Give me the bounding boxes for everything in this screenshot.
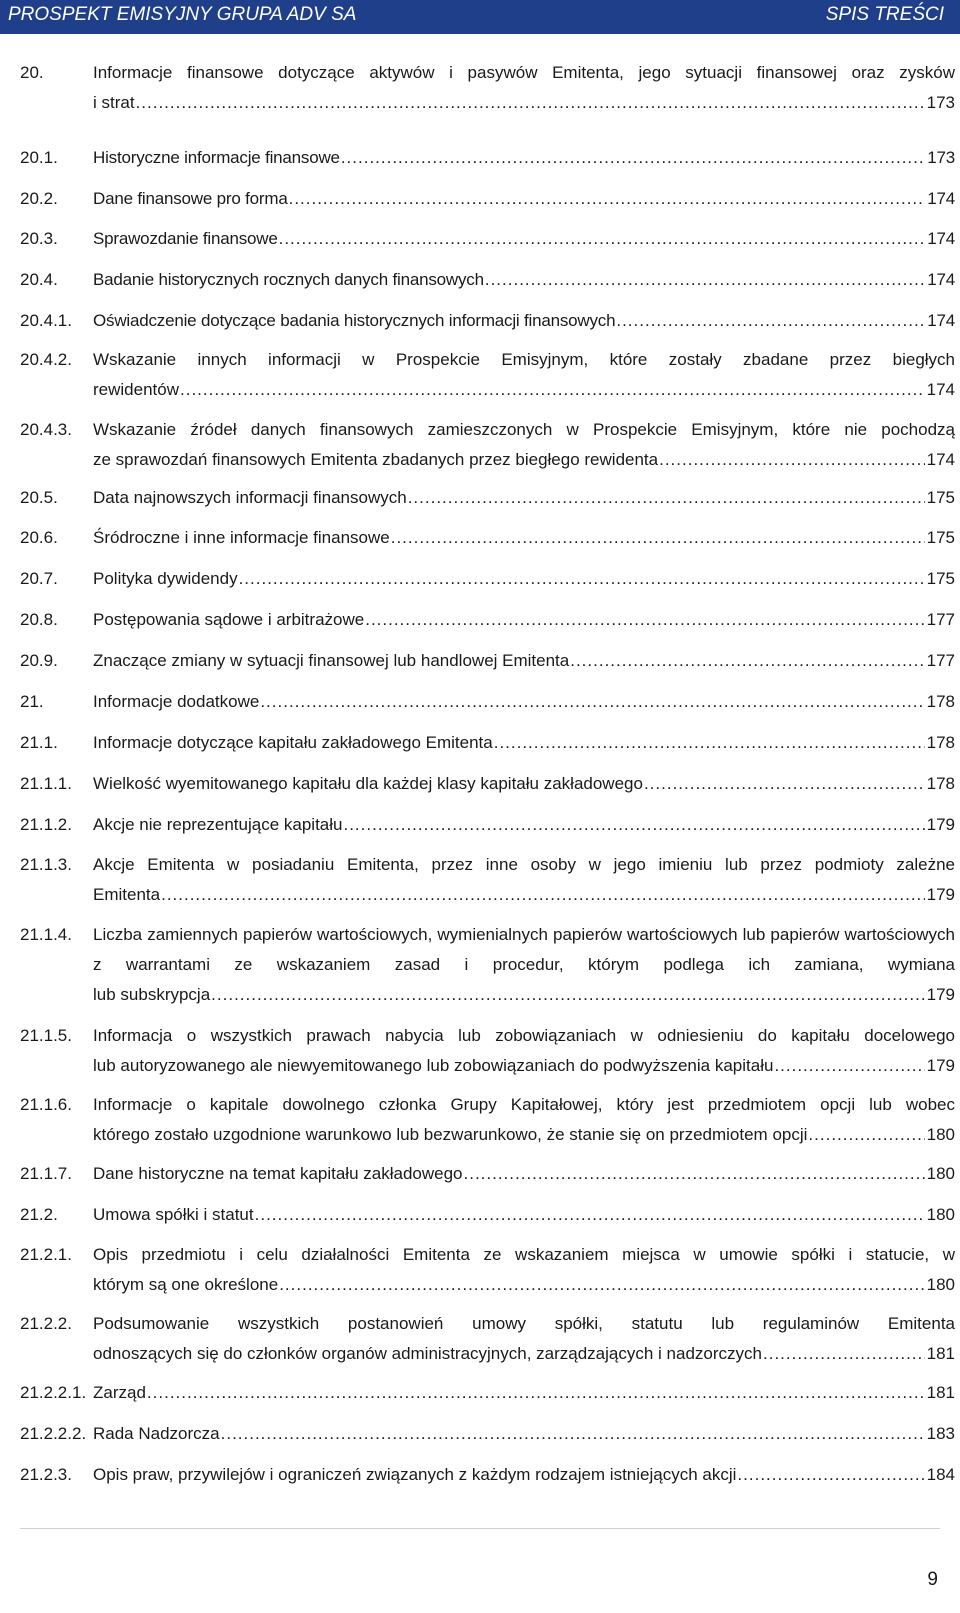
toc-entry-page: 180 xyxy=(926,1164,955,1183)
toc-entry-page: 175 xyxy=(926,488,955,507)
toc-entry-page: 181 xyxy=(926,1344,955,1363)
toc-entry-title-end: Znaczące zmiany w sytuacji finansowej lub handlowej Emitenta xyxy=(93,651,570,670)
toc-entry-title-end: Dane finansowe pro forma xyxy=(93,189,288,208)
dot-leader xyxy=(147,1378,925,1408)
toc-entry-number: 21.2.2. xyxy=(20,1314,72,1333)
dot-leader xyxy=(341,143,925,173)
toc-entry-page: 174 xyxy=(927,311,955,330)
dot-leader xyxy=(737,1460,924,1490)
toc-entry-page: 174 xyxy=(926,450,955,469)
toc-entry-number: 21.1.1. xyxy=(20,774,72,793)
toc-entry-title-end: Polityka dywidendy xyxy=(93,569,238,588)
toc-entry-title-end: Data najnowszych informacji finansowych xyxy=(93,488,407,507)
toc-entry-number: 20.4.3. xyxy=(20,420,72,439)
toc-entry-page: 174 xyxy=(927,270,955,289)
toc-entry-title-end: którego zostało uzgodnione warunkowo lub bezwarunkowo, że stanie się on przedmiotem opcji xyxy=(93,1125,808,1144)
toc-entry-number: 20.3. xyxy=(20,229,58,248)
dot-leader xyxy=(279,1270,924,1300)
toc-entry-title: Akcje Emitenta w posiadaniu Emitenta, przez inne osoby w jego imieniu lub przez podmioty zależne xyxy=(93,855,955,874)
footer-divider xyxy=(20,1528,940,1529)
toc-entry-title-end: Umowa spółki i statut xyxy=(93,1205,254,1224)
dot-leader xyxy=(391,523,925,553)
toc-entry-title: Informacje finansowe dotyczące aktywów i pasywów Emitenta, jego sytuacji finansowej oraz zysków xyxy=(93,63,955,82)
toc-entry-page: 184 xyxy=(926,1465,955,1484)
dot-leader xyxy=(570,646,924,676)
toc-entry-title-end: Historyczne informacje finansowe xyxy=(93,148,340,167)
toc-entry-number: 20.5. xyxy=(20,488,58,507)
toc-entry-number: 21.1.4. xyxy=(20,925,72,944)
toc-entry-title-end: Śródroczne i inne informacje finansowe xyxy=(93,528,390,547)
toc-entry-number: 21.2.3. xyxy=(20,1465,72,1484)
toc-entry-number: 20. xyxy=(20,63,44,82)
dot-leader xyxy=(616,306,925,336)
toc-entry-number: 20.4.2. xyxy=(20,350,72,369)
toc-entry-page: 179 xyxy=(926,885,955,904)
dot-leader xyxy=(408,483,925,513)
dot-leader xyxy=(221,1419,925,1449)
page-number: 9 xyxy=(927,1569,938,1590)
toc-entry-title-end: rewidentów xyxy=(93,380,179,399)
toc-entry-page: 175 xyxy=(926,528,955,547)
toc-entry-page: 183 xyxy=(926,1424,955,1443)
toc-entry-title-end: lub autoryzowanego ale niewyemitowanego lub zobowiązaniach do podwyższenia kapitału xyxy=(93,1056,774,1075)
toc-entry-title-end: Zarząd xyxy=(93,1383,146,1402)
toc-entry-page: 174 xyxy=(927,229,955,248)
dot-leader xyxy=(279,224,926,254)
toc-entry-number: 21.1.5. xyxy=(20,1026,72,1045)
toc-entry-number: 21.1.3. xyxy=(20,855,72,874)
toc-entry-title-end: Rada Nadzorcza xyxy=(93,1424,220,1443)
dot-leader xyxy=(774,1051,924,1081)
toc-entry-title-end: Postępowania sądowe i arbitrażowe xyxy=(93,610,365,629)
toc-entry-page: 177 xyxy=(926,651,955,670)
toc-entry-title: Informacje o kapitale dowolnego członka Grupy Kapitałowej, który jest przedmiotem opcji lub wobec xyxy=(93,1095,955,1114)
toc-entry-number: 21.2.1. xyxy=(20,1245,72,1264)
toc-entry-page: 174 xyxy=(927,189,955,208)
document-title: PROSPEKT EMISYJNY GRUPA ADV SA xyxy=(8,4,357,25)
toc-entry-page: 175 xyxy=(926,569,955,588)
toc-entry-title-end: Akcje nie reprezentujące kapitału xyxy=(93,815,343,834)
toc-entry-number: 21.2. xyxy=(20,1205,58,1224)
toc-entry-number: 20.9. xyxy=(20,651,58,670)
toc-entry-title-end: lub subskrypcja xyxy=(93,985,211,1004)
toc-entry-page: 181 xyxy=(926,1383,955,1402)
dot-leader xyxy=(494,728,925,758)
toc-entry-number: 21.1.2. xyxy=(20,815,72,834)
toc-entry-title-end: którym są one określone xyxy=(93,1275,279,1294)
toc-entry-title: Wskazanie źródeł danych finansowych zamieszczonych w Prospekcie Emisyjnym, które nie pochodzą xyxy=(93,420,955,439)
toc-entry-number: 20.2. xyxy=(20,189,58,208)
toc-entry-title-end: odnoszących się do członków organów administracyjnych, zarządzających i nadzorczych xyxy=(93,1344,762,1363)
toc-entry-title: Podsumowanie wszystkich postanowień umowy spółki, statutu lub regulaminów Emitenta xyxy=(93,1314,955,1333)
dot-leader xyxy=(659,445,925,475)
toc-entry-page: 180 xyxy=(926,1275,955,1294)
dot-leader xyxy=(808,1120,924,1150)
toc-entry-number: 21.2.2.1. xyxy=(20,1383,87,1402)
dot-leader xyxy=(464,1159,925,1189)
toc-entry-title: Liczba zamiennych papierów wartościowych, wymienialnych papierów wartościowych lub papierów wartościowych z warrantami ze wskazaniem zasad i procedur, którym podlega ich zamiana, wymiana xyxy=(93,925,955,974)
toc-entry-title-end: i strat xyxy=(93,93,135,112)
toc-entry-title-end: Sprawozdanie finansowe xyxy=(93,229,278,248)
dot-leader xyxy=(255,1200,925,1230)
toc-entry-title-end: Informacje dodatkowe xyxy=(93,692,260,711)
toc-entry-title: Wskazanie innych informacji w Prospekcie Emisyjnym, które zostały zbadane przez biegłych xyxy=(93,350,955,369)
toc-entry-page: 180 xyxy=(926,1205,955,1224)
dot-leader xyxy=(211,980,924,1010)
toc-entry-page: 179 xyxy=(926,815,955,834)
toc-entry-title-end: Dane historyczne na temat kapitału zakładowego xyxy=(93,1164,463,1183)
toc-entry-number: 21. xyxy=(20,692,44,711)
toc-entry-page: 173 xyxy=(927,148,955,167)
toc-entry-title-end: Wielkość wyemitowanego kapitału dla każdej klasy kapitału zakładowego xyxy=(93,774,643,793)
toc-entry-number: 20.6. xyxy=(20,528,58,547)
toc-entry-title-end: Opis praw, przywilejów i ograniczeń związanych z każdym rodzajem istniejących akcji xyxy=(93,1465,737,1484)
toc-entry-number: 21.1. xyxy=(20,733,58,752)
toc-entry-title-end: Informacje dotyczące kapitału zakładowego Emitenta xyxy=(93,733,493,752)
dot-leader xyxy=(365,605,924,635)
dot-leader xyxy=(239,564,925,594)
dot-leader xyxy=(763,1339,925,1369)
dot-leader xyxy=(644,769,925,799)
toc-entry-page: 174 xyxy=(926,380,955,399)
dot-leader xyxy=(161,880,925,910)
toc-entry-number: 20.7. xyxy=(20,569,58,588)
toc-entry-page: 173 xyxy=(926,93,955,112)
toc-entry-number: 21.2.2.2. xyxy=(20,1424,87,1443)
toc-entry-page: 178 xyxy=(926,692,955,711)
toc-entry-page: 178 xyxy=(926,774,955,793)
toc-entry-page: 179 xyxy=(926,985,955,1004)
toc-entry-number: 20.8. xyxy=(20,610,58,629)
toc-entry-title-end: Oświadczenie dotyczące badania historycznych informacji finansowych xyxy=(93,311,616,330)
toc-entry-number: 21.1.7. xyxy=(20,1164,72,1183)
toc-entry-number: 21.1.6. xyxy=(20,1095,72,1114)
dot-leader xyxy=(180,375,925,405)
toc-entry-title: Informacja o wszystkich prawach nabycia lub zobowiązaniach w odniesieniu do kapitału docelowego xyxy=(93,1026,955,1045)
dot-leader xyxy=(485,265,925,295)
toc-entry-page: 180 xyxy=(926,1125,955,1144)
toc-entry-number: 20.4.1. xyxy=(20,311,72,330)
toc-entry-number: 20.1. xyxy=(20,148,58,167)
toc-entry-title-end: Emitenta xyxy=(93,885,161,904)
section-title: SPIS TREŚCI xyxy=(825,4,944,25)
toc-entry-title-end: ze sprawozdań finansowych Emitenta zbadanych przez biegłego rewidenta xyxy=(93,450,659,469)
toc-entry-page: 179 xyxy=(926,1056,955,1075)
dot-leader xyxy=(343,810,924,840)
toc-entry-page: 177 xyxy=(926,610,955,629)
dot-leader xyxy=(136,88,925,118)
dot-leader xyxy=(289,184,926,214)
page-header xyxy=(0,0,960,34)
toc-entry-number: 20.4. xyxy=(20,270,58,289)
dot-leader xyxy=(260,687,924,717)
toc-entry-title-end: Badanie historycznych rocznych danych finansowych xyxy=(93,270,484,289)
toc-entry-page: 178 xyxy=(926,733,955,752)
toc-entry-title: Opis przedmiotu i celu działalności Emitenta ze wskazaniem miejsca w umowie spółki i statucie, w xyxy=(93,1245,955,1264)
